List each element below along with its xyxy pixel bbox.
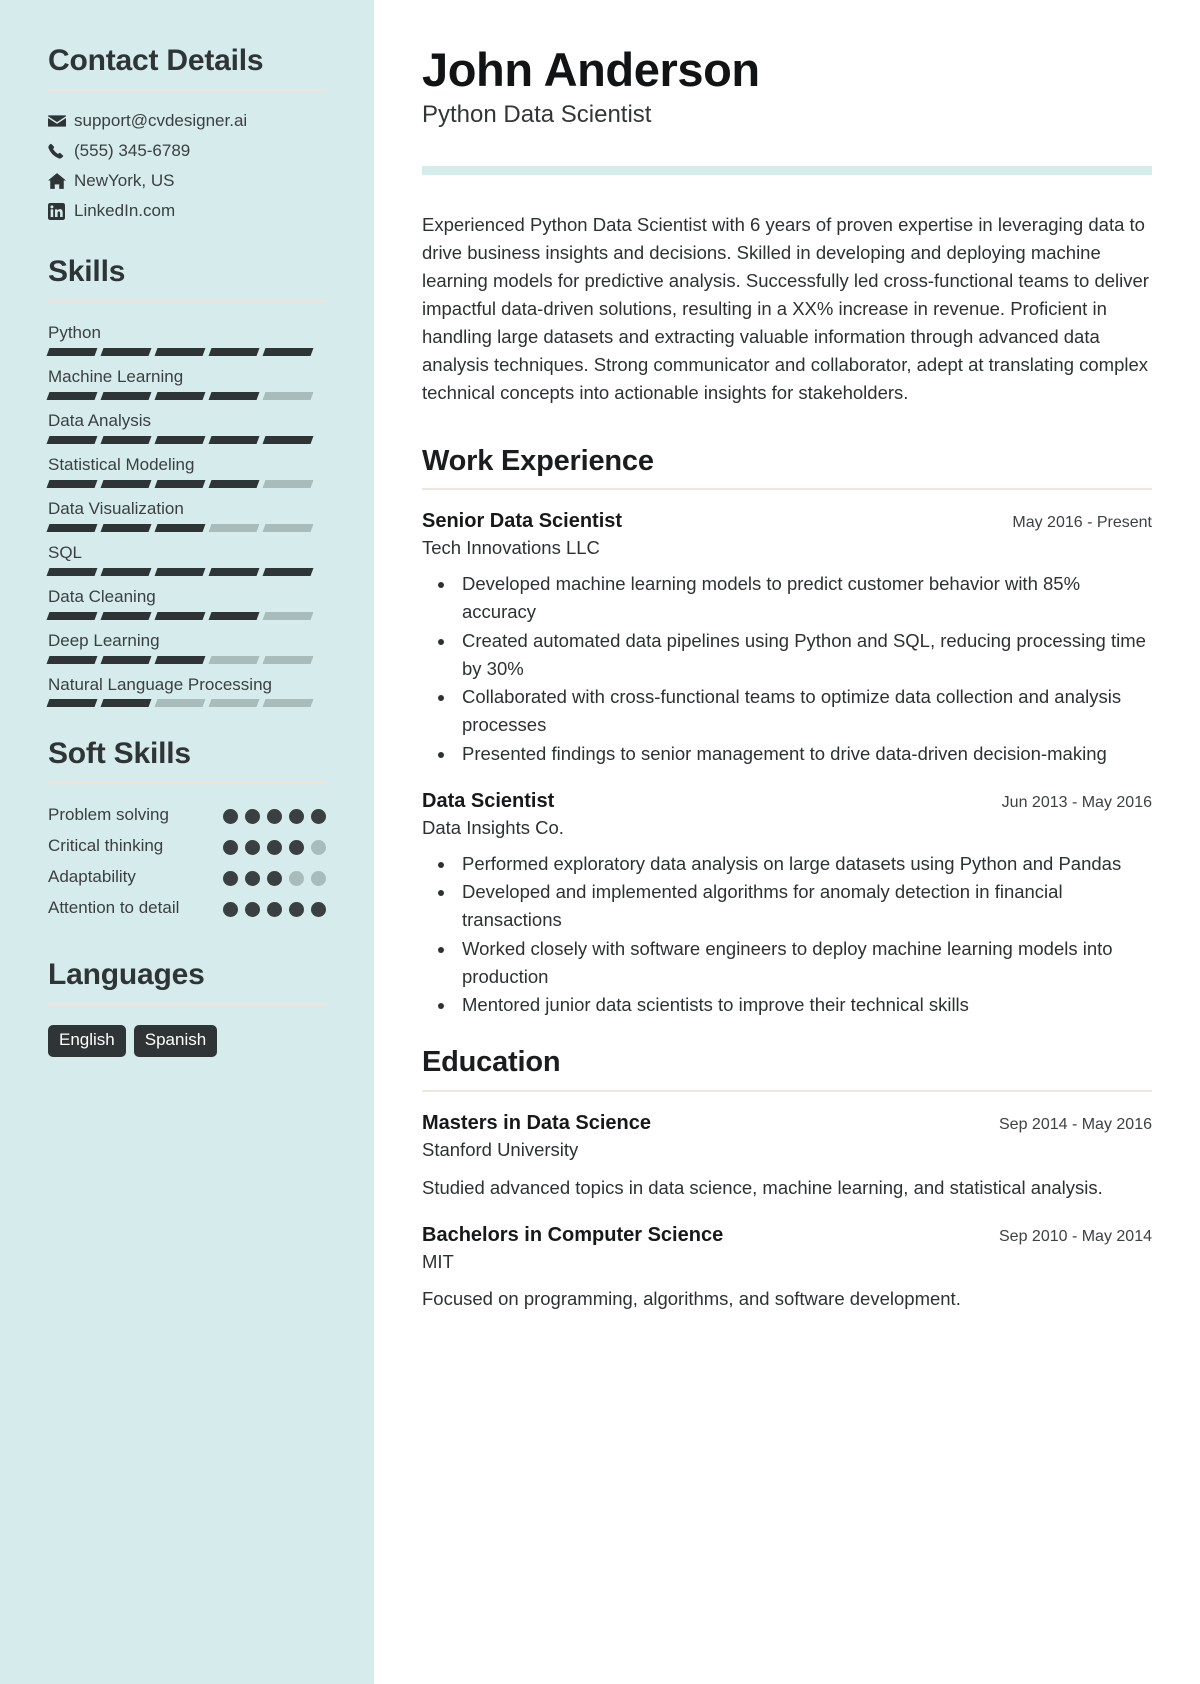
sidebar [0,0,374,1684]
professional-summary: Experienced Python Data Scientist with 6 years of proven expertise in leveraging data to drive business insights and decisions. Skilled in developing and deploying machine learning models for predictive analysis. Successfully led cross-functional teams to deliver impactful data-driven solutions, resulting in a XX% increase in revenue. Proficient in handling large datasets and extracting valuable information through advanced data analysis techniques. Strong communicator and collaborator, adept at translating complex technical concepts into actionable insights for stakeholders. [422,213,1149,404]
candidate-job-title: Python Data Scientist [422,100,652,128]
skill-level-segment [101,656,152,664]
education-entry-list [422,1110,1152,1313]
soft-skill-dot [245,902,260,917]
language-tag[interactable]: English [48,1025,126,1056]
section-divider [48,782,326,784]
education-date-range: Sep 2014 - May 2016 [999,1115,1152,1133]
contact-value: (555) 345-6789 [74,141,191,160]
work-date-range: May 2016 - Present [1012,514,1152,532]
linkedin-icon [48,203,74,220]
language-tag-list [48,1025,326,1056]
work-role: Data Scientist [422,789,555,812]
skill-level-bar [48,436,326,444]
skill-label: Natural Language Processing [48,674,272,694]
education-heading: Education [422,1046,561,1078]
skill-level-segment [263,612,314,620]
soft-skill-dot [245,809,260,824]
soft-skill-dot [267,902,282,917]
skill-label: Python [48,323,101,342]
skill-item [48,322,326,356]
skill-level-bar [48,348,326,356]
soft-skill-dot [311,902,326,917]
work-company: Tech Innovations LLC [422,537,600,559]
education-description: Studied advanced topics in data science, machine learning, and statistical analysis. [422,1176,1103,1198]
skill-level-bar [48,699,326,707]
skill-level-segment [47,699,98,707]
education-entry-header [422,1110,1152,1136]
skill-level-bar [48,392,326,400]
skill-level-segment [263,436,314,444]
skill-label: Data Visualization [48,498,184,518]
skill-level-segment [263,524,314,532]
education-entry [422,1222,1152,1314]
section-divider [48,1003,326,1005]
skill-level-segment [47,392,98,400]
education-school: Stanford University [422,1138,579,1160]
skill-level-segment [101,436,152,444]
skill-item [48,674,326,708]
soft-skill-dot [245,840,260,855]
skill-level-segment [263,480,314,488]
skill-level-segment [47,480,98,488]
education-section [422,1047,1152,1313]
contact-list [48,111,326,221]
skills-section [48,255,326,707]
soft-skill-dot [311,871,326,886]
soft-skill-dot [289,840,304,855]
resume-header [422,44,1152,175]
soft-skill-dot [223,871,238,886]
skills-list [48,322,326,707]
contact-value: NewYork, US [74,171,175,190]
skill-level-segment [209,568,260,576]
work-entry-list [422,508,1152,1019]
skill-level-segment [101,568,152,576]
skill-item [48,498,326,532]
soft-skill-label: Adaptability [48,867,136,887]
soft-skill-dot [223,809,238,824]
candidate-name: John Anderson [422,43,760,96]
languages-section [48,958,326,1056]
skill-level-bar [48,656,326,664]
skill-level-bar [48,568,326,576]
skill-level-segment [155,699,206,707]
skill-level-segment [101,392,152,400]
skill-level-segment [209,612,260,620]
skill-level-segment [209,656,260,664]
education-degree: Bachelors in Computer Science [422,1223,724,1246]
phone-icon [48,142,74,160]
soft-skill-dot [311,840,326,855]
skill-level-bar [48,480,326,488]
contact-item[interactable] [48,201,326,221]
skill-level-bar [48,524,326,532]
skill-level-segment [47,656,98,664]
soft-skill-dot [311,809,326,824]
skill-level-segment [209,524,260,532]
soft-skill-dot [245,871,260,886]
work-experience-heading: Work Experience [422,444,654,477]
soft-skill-item [48,804,326,827]
soft-skill-dot [289,809,304,824]
work-bullet: • Created automated data pipelines using Python and SQL, reducing processing time by 30% [456,627,1152,683]
skills-heading: Skills [48,255,126,288]
work-entry [422,508,1152,767]
soft-skill-label: Attention to detail [48,898,180,918]
soft-skills-section [48,737,326,920]
skill-level-segment [263,699,314,707]
work-role: Senior Data Scientist [422,510,623,533]
skill-level-segment [209,392,260,400]
education-school: MIT [422,1250,454,1272]
education-entry-header [422,1222,1152,1248]
contact-value: LinkedIn.com [74,201,176,220]
languages-heading: Languages [48,958,205,992]
skill-level-segment [209,348,260,356]
soft-skill-rating [223,897,326,917]
skill-level-segment [209,480,260,488]
skill-item [48,630,326,664]
language-tag[interactable]: Spanish [134,1025,217,1056]
envelope-icon [48,112,74,130]
contact-item[interactable] [48,111,326,131]
header-divider-bar [422,166,1152,175]
soft-skill-dot [289,902,304,917]
contact-value: support@cvdesigner.ai [74,111,248,130]
skill-level-segment [101,612,152,620]
skill-level-segment [263,392,314,400]
skill-level-segment [47,612,98,620]
work-bullet: • Worked closely with software engineers to deploy machine learning models into production [456,935,1152,991]
soft-skill-dot [267,871,282,886]
skill-item [48,366,326,400]
contact-details-heading: Contact Details [48,44,264,77]
skill-level-segment [47,436,98,444]
work-bullet: • Mentored junior data scientists to improve their technical skills [456,991,1152,1019]
skill-label: SQL [48,542,83,562]
skill-item [48,454,326,488]
soft-skill-rating [223,835,326,855]
skill-level-segment [155,612,206,620]
skill-level-segment [101,348,152,356]
skill-label: Machine Learning [48,366,184,386]
contact-details-section [48,44,326,221]
skill-level-segment [209,436,260,444]
home-icon [48,172,74,190]
contact-item[interactable] [48,171,326,191]
work-entry [422,788,1152,1019]
work-experience-section [422,446,1152,1019]
education-degree: Masters in Data Science [422,1111,651,1134]
skill-level-segment [155,568,206,576]
work-bullet-list [422,850,1152,1020]
soft-skills-list [48,804,326,920]
work-bullet: • Developed and implemented algorithms for anomaly detection in financial transactions [456,878,1152,934]
education-entry [422,1110,1152,1202]
soft-skill-dot [223,902,238,917]
skill-level-segment [101,480,152,488]
work-entry-header [422,508,1152,534]
section-divider [48,89,326,91]
skill-level-segment [155,656,206,664]
work-company: Data Insights Co. [422,816,564,838]
skill-level-segment [263,348,314,356]
soft-skill-rating [223,804,326,824]
skill-level-segment [263,656,314,664]
work-entry-header [422,788,1152,814]
soft-skill-rating [223,866,326,886]
work-bullet: • Performed exploratory data analysis on large datasets using Python and Pandas [456,850,1152,878]
skill-item [48,410,326,444]
skill-level-segment [263,568,314,576]
work-bullet: • Presented findings to senior management to drive data-driven decision-making [456,740,1152,768]
contact-item[interactable] [48,141,326,161]
soft-skill-label: Critical thinking [48,836,164,856]
education-date-range: Sep 2010 - May 2014 [999,1227,1152,1245]
work-bullet: • Developed machine learning models to predict customer behavior with 85% accuracy [456,570,1152,626]
soft-skill-item [48,897,326,920]
skill-label: Statistical Modeling [48,454,195,474]
soft-skill-dot [289,871,304,886]
work-date-range: Jun 2013 - May 2016 [1001,793,1152,811]
skill-label: Deep Learning [48,630,160,650]
section-divider [48,300,326,302]
skill-label: Data Analysis [48,410,151,430]
resume-main-column [374,0,1200,1684]
skill-item [48,586,326,620]
skill-level-segment [47,348,98,356]
section-divider [422,1090,1152,1092]
skill-level-segment [47,524,98,532]
soft-skill-dot [267,809,282,824]
skill-label: Data Cleaning [48,586,156,606]
work-bullet-list [422,570,1152,767]
skill-level-segment [155,348,206,356]
education-description: Focused on programming, algorithms, and software development. [422,1288,961,1310]
soft-skill-item [48,866,326,889]
skill-item [48,542,326,576]
skill-level-segment [209,699,260,707]
soft-skill-label: Problem solving [48,805,169,825]
soft-skills-heading: Soft Skills [48,737,191,771]
skill-level-segment [155,436,206,444]
soft-skill-item [48,835,326,858]
skill-level-segment [101,699,152,707]
skill-level-segment [47,568,98,576]
skill-level-segment [101,524,152,532]
skill-level-segment [155,392,206,400]
work-bullet: • Collaborated with cross-functional teams to optimize data collection and analysis processes [456,683,1152,739]
skill-level-bar [48,612,326,620]
section-divider [422,488,1152,490]
skill-level-segment [155,524,206,532]
skill-level-segment [155,480,206,488]
soft-skill-dot [267,840,282,855]
soft-skill-dot [223,840,238,855]
